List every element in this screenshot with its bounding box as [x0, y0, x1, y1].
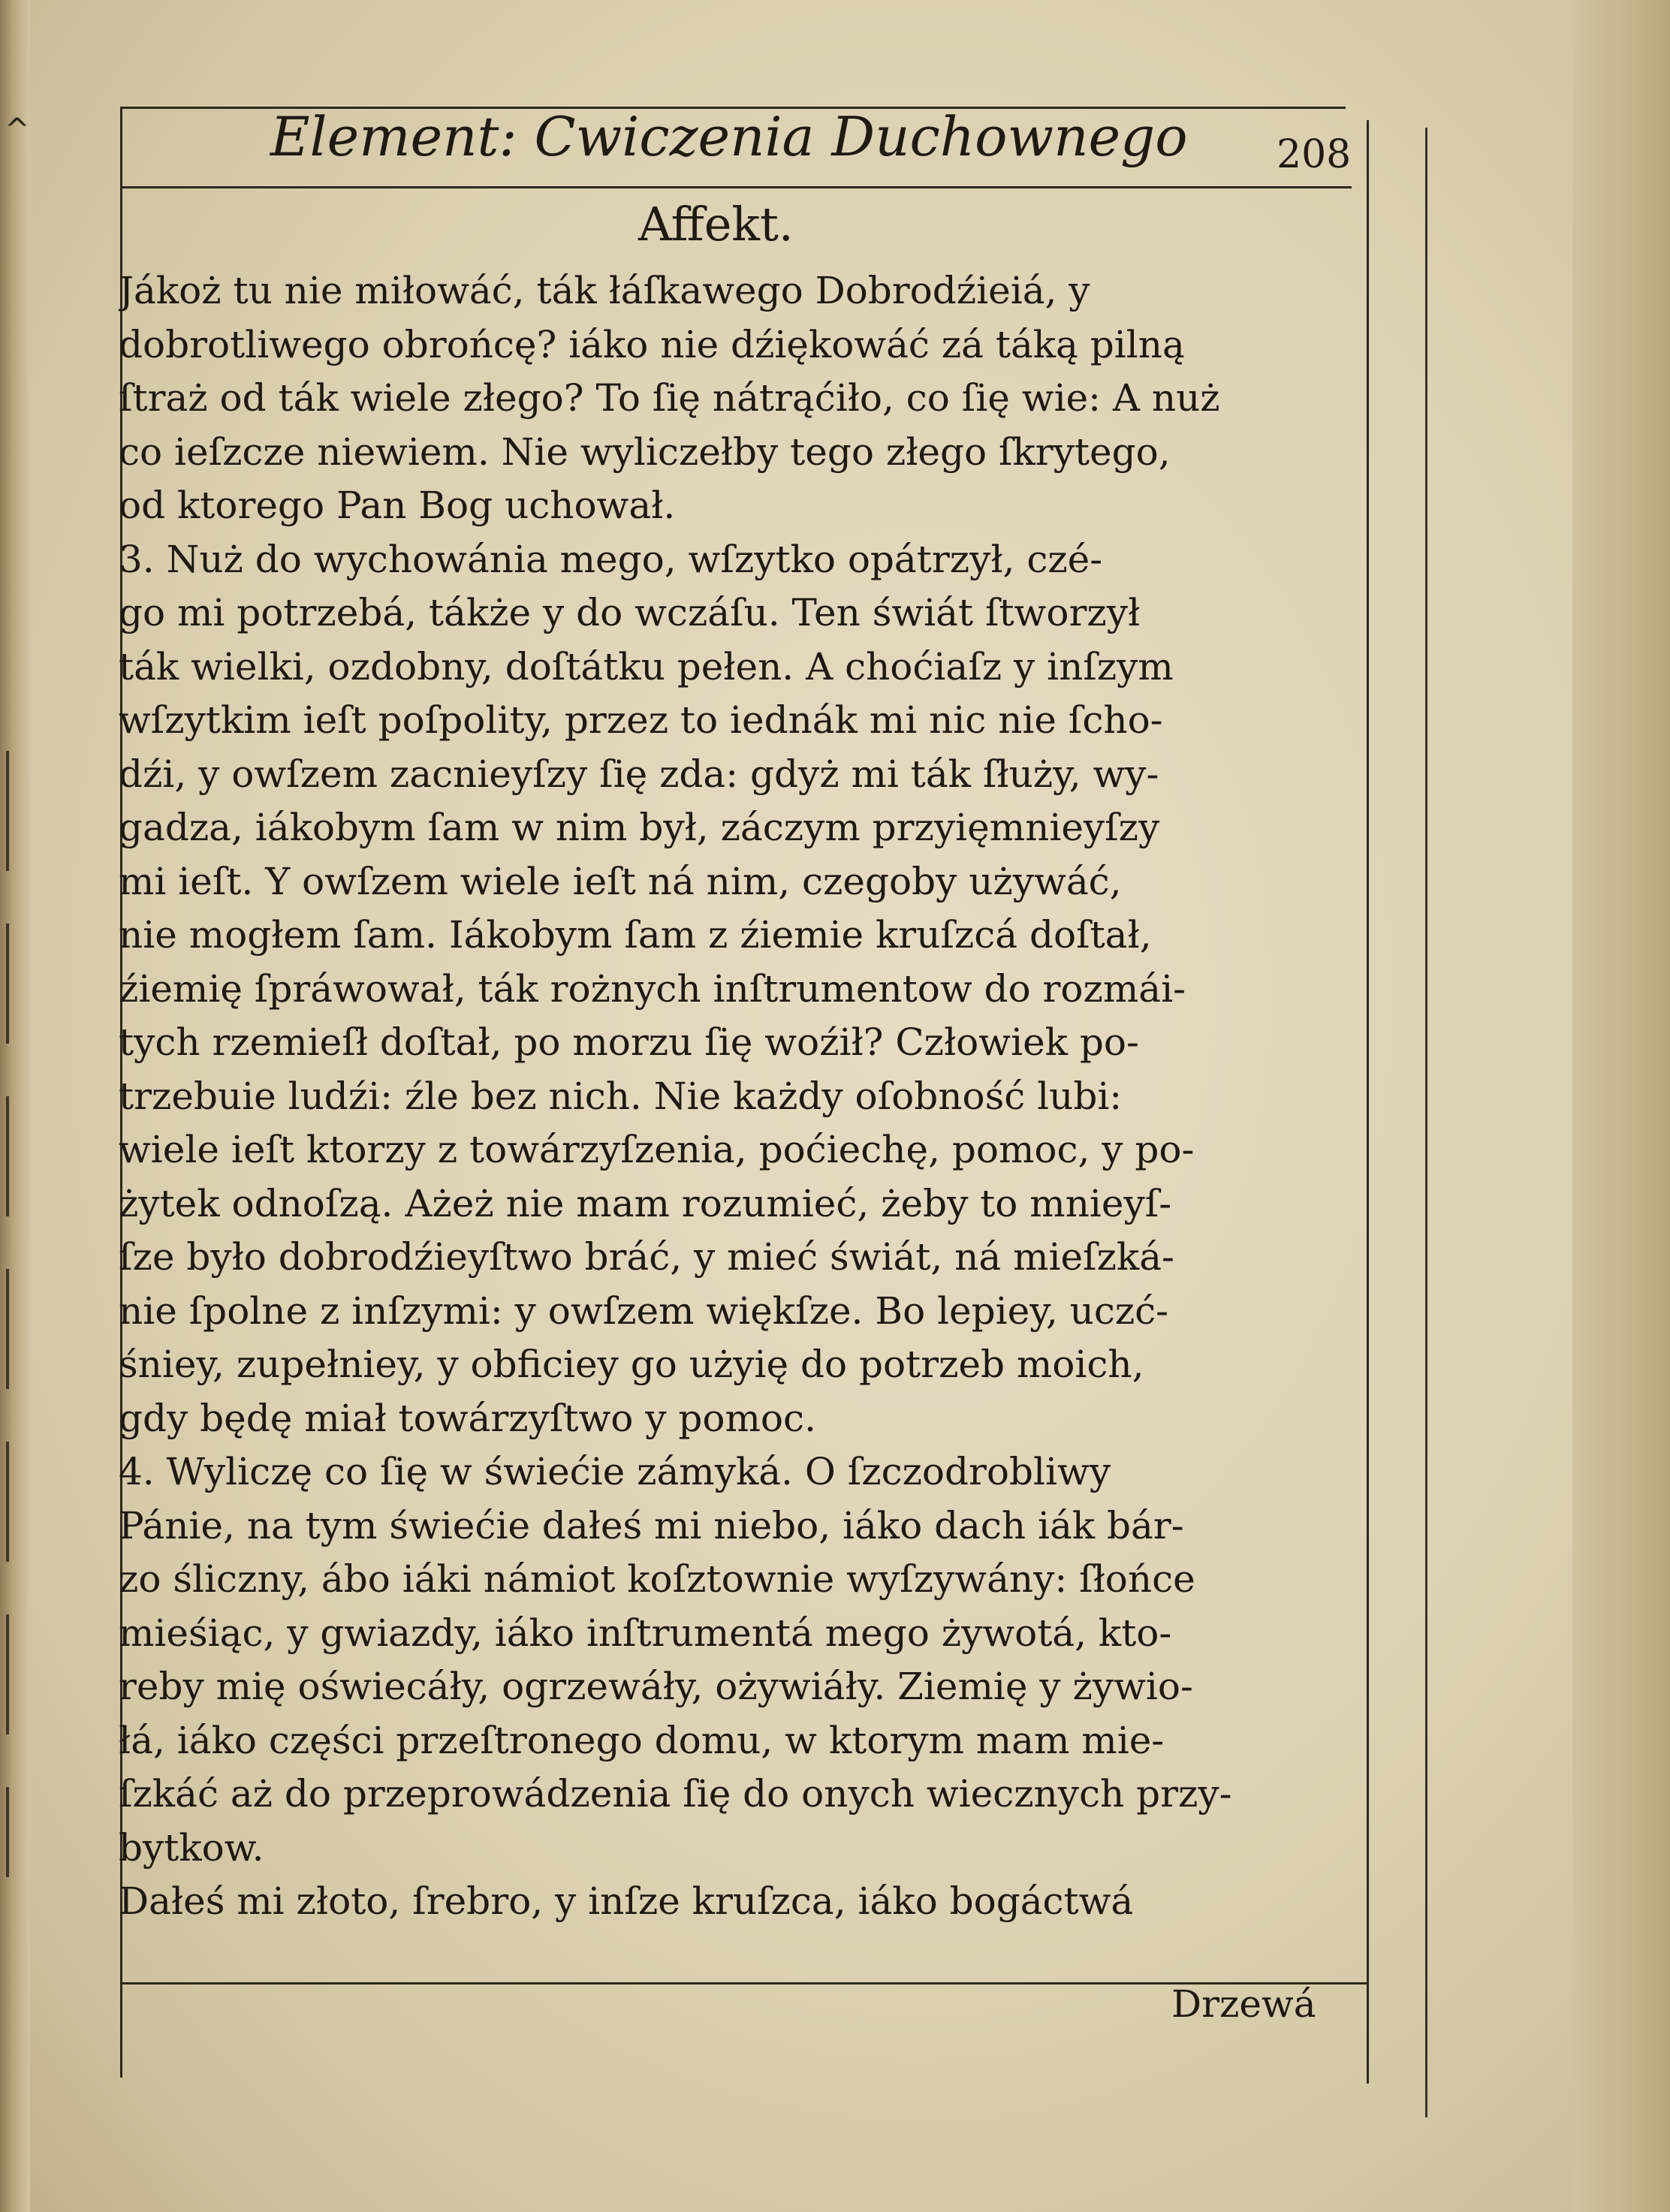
text-line: Pánie, na tym świećie dałeś mi niebo, iáko dach iák bár- [119, 1503, 1184, 1547]
text-line: mi ieſt. Y owſzem wiele ieſt ná nim, czegoby używáć, [119, 859, 1122, 903]
text-line: 4. Wyliczę co ſię w świećie zámyká. O ſzczodrobliwy [119, 1450, 1111, 1493]
page-number: 208 [1277, 132, 1352, 177]
text-line: nie mogłem ſam. Iákobym ſam z źiemie kruſzcá doſtał, [119, 913, 1152, 957]
text-line: Jákoż tu nie miłowáć, ták łáſkawego Dobrodźieiá, y [119, 269, 1090, 312]
text-line: źiemię ſpráwował, ták rożnych inſtrumentow do rozmái- [119, 966, 1186, 1011]
text-line: ſzkáć aż do przeprowádzenia ſię do onych wiecznych przy- [119, 1772, 1232, 1816]
text-line: wſzytkim ieſt poſpolity, przez to iednák mi nic nie ſcho- [119, 698, 1163, 742]
caret-mark: ^ [5, 113, 30, 147]
text-line: 3. Nuż do wychowánia mego, wſzytko opátrzył, czé- [119, 537, 1103, 581]
header-rule [120, 186, 1352, 188]
page-right-edge [1572, 0, 1670, 2212]
text-line: zo śliczny, ábo iáki námiot koſztownie wyſzywány: ſłońce [119, 1557, 1195, 1601]
text-line: tych rzemieſł doſtał, po morzu ſię woźił? Człowiek po- [119, 1020, 1139, 1064]
text-line: gdy będę miał towárzyſtwo y pomoc. [119, 1396, 816, 1440]
text-line: reby mię oświecáły, ogrzewáły, ożywiáły. Ziemię y żywio- [119, 1665, 1193, 1708]
text-line: mieśiąc, y gwiazdy, iáko inſtrumentá mego żywotá, kto- [119, 1611, 1172, 1655]
text-line: ſtraż od ták wiele złego? To ſię nátrąćiło, co ſię wie: A nuż [119, 376, 1220, 420]
page-left-edge [0, 0, 30, 2212]
text-line: go mi potrzebá, tákże y do wczáſu. Ten świát ſtworzył [119, 591, 1141, 634]
body-text [119, 264, 1365, 1929]
text-line: bytkow. [119, 1825, 264, 1870]
text-line: gadza, iákobym ſam w nim był, záczym przyięmnieyſzy [119, 806, 1160, 849]
running-head: Element: Cwiczenia Duchownego [270, 105, 1188, 168]
page-fold-line [1425, 128, 1427, 2117]
text-line: łá, iáko części przeſtronego domu, w ktorym mam mie- [119, 1718, 1165, 1762]
text-line: wiele ieſt ktorzy z towárzyſzenia, poćiechę, pomoc, y po- [119, 1128, 1195, 1171]
catchword: Drzewá [1171, 1982, 1316, 2026]
text-line: dobrotliwego obrońcę? iáko nie dźiękowáć zá táką pilną [119, 322, 1185, 366]
text-line: śniey, zupełniey, y obficiey go użyię do potrzeb moich, [119, 1343, 1144, 1386]
frame-right-rule [1367, 120, 1369, 2084]
text-line: żytek odnoſzą. Ażeż nie mam rozumieć, żeby to mnieyſ- [119, 1181, 1172, 1225]
text-line: ták wielki, ozdobny, doſtátku pełen. A choćiaſz y inſzym [119, 644, 1174, 689]
section-heading: Affekt. [638, 197, 794, 252]
text-line: od ktorego Pan Bog uchował. [119, 484, 676, 527]
text-line: Dałeś mi złoto, ſrebro, y inſze kruſzca, iáko bogáctwá [119, 1879, 1134, 1923]
text-line: ſze było dobrodźieyſtwo bráć, y mieć świát, ná mieſzká- [119, 1235, 1174, 1279]
text-line: nie ſpolne z inſzymi: y owſzem więkſze. Bo lepiey, uczć- [119, 1288, 1169, 1333]
text-line: co ieſzcze niewiem. Nie wyliczełby tego złego ſkrytego, [119, 429, 1171, 474]
page-gutter-marks [6, 751, 9, 1877]
text-line: dźi, y owſzem zacnieyſzy ſię zda: gdyż mi ták ſłuży, wy- [119, 752, 1159, 796]
text-line: trzebuie ludźi: źle bez nich. Nie każdy oſobność lubi: [119, 1074, 1123, 1118]
